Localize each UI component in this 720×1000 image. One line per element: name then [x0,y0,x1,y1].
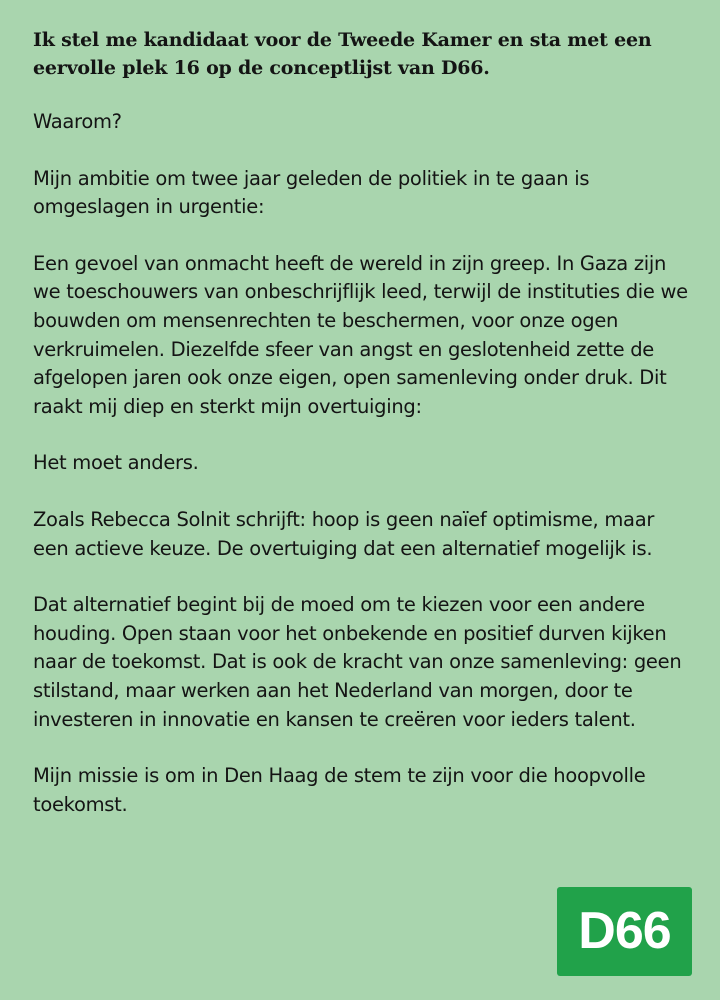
paragraph-world: Een gevoel van onmacht heeft de wereld in zijn greep. In Gaza zijn we toeschouwers van onbeschrijflijk leed, terwijl de instituties die we bouwden om mensenrechten te beschermen, voor onze ogen verkruimelen. Diezelfde sfeer van angst en geslotenheid zette de afgelopen jaren ook onze eigen, open samenleving onder druk. Dit raakt mij diep en sterkt mijn overtuiging: [33,251,688,418]
statement-text [33,26,693,847]
paragraph-alternative: Dat alternatief begint bij de moed om te kiezen voor een andere houding. Open staan voor het onbekende en positief durven kijken naar de toekomst. Dat is ook de kracht van onze samenleving: geen stilstand, maar werken aan het Nederland van morgen, door te investeren in innovatie en kansen te creëren voor ieders talent. [33,593,682,731]
paragraph-solnit: Zoals Rebecca Solnit schrijft: hoop is geen naïef optimisme, maar een actieve keuze. De overtuiging dat een alternatief mogelijk is. [33,507,655,560]
paragraph-ambition: Mijn ambitie om twee jaar geleden de politiek in te gaan is omgeslagen in urgentie: [33,166,590,219]
headline: Ik stel me kandidaat voor de Tweede Kamer en sta met een eervolle plek 16 op de conceptlijst van D66. [33,29,652,79]
paragraph-why: Waarom? [33,110,122,133]
d66-logo: D66 [557,887,692,976]
paragraph-mission: Mijn missie is om in Den Haag de stem te zijn voor die hoopvolle toekomst. [33,764,646,816]
paragraph-must-change: Het moet anders. [33,451,199,475]
